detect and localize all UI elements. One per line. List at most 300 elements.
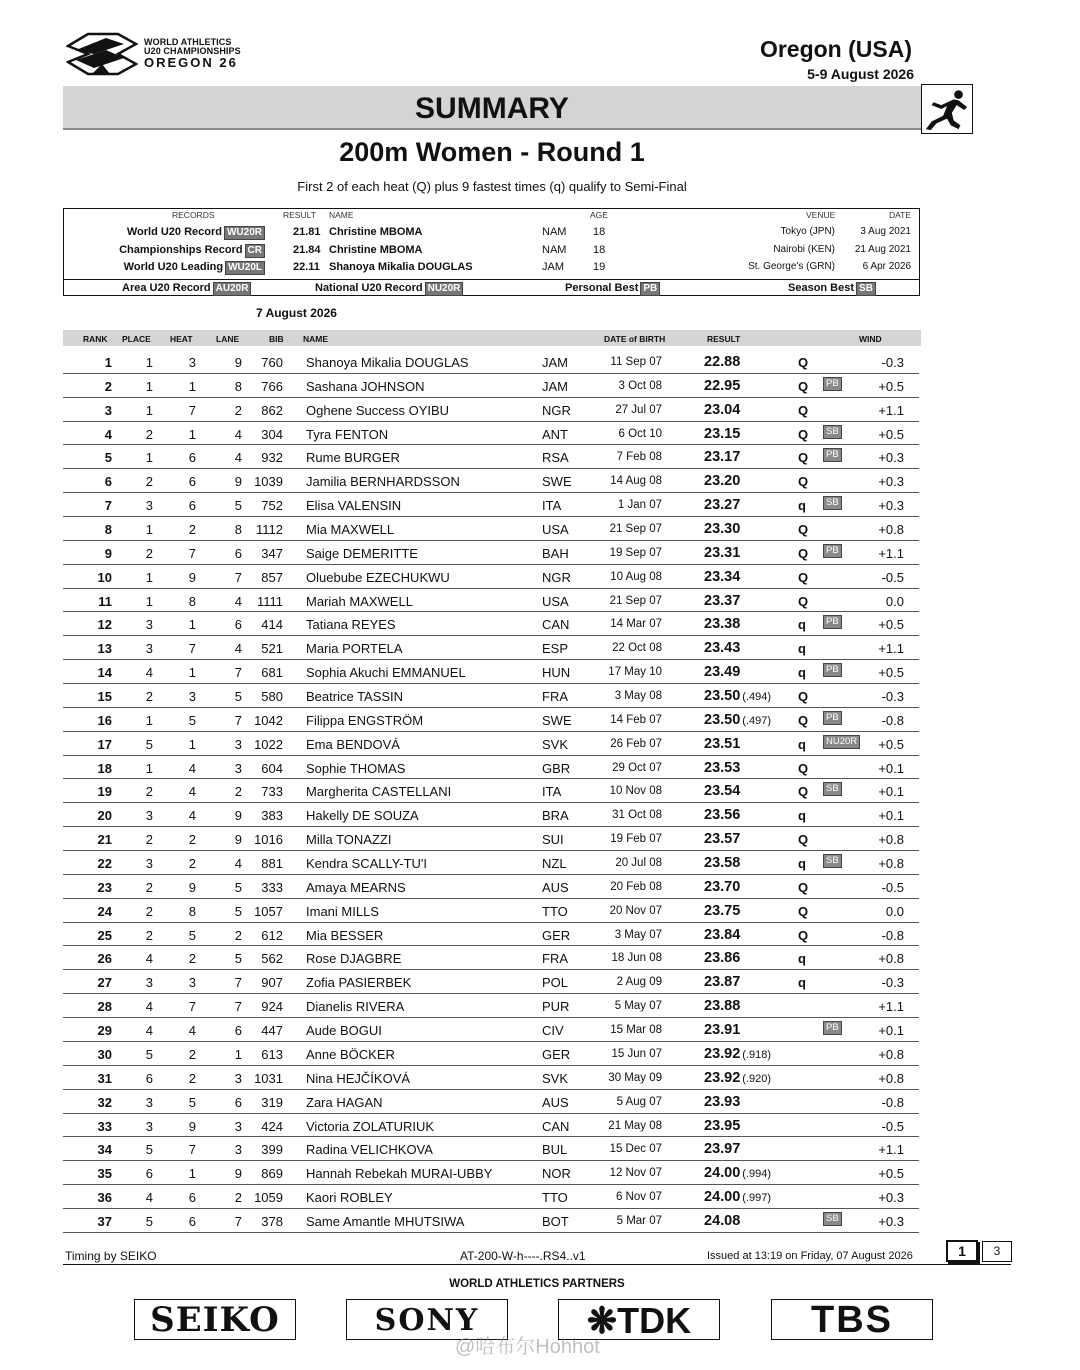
place-cell: 5 [145, 1213, 153, 1229]
lane-cell: 8 [234, 378, 242, 394]
lane-cell: 5 [234, 951, 242, 967]
heat-cell: 8 [188, 903, 196, 919]
athlete-name: Beatrice TASSIN [306, 689, 404, 705]
wind-reading: +0.8 [878, 1070, 904, 1086]
record-age: 19 [593, 261, 606, 273]
athlete-name: Aude BOGUI [306, 1023, 382, 1039]
table-row [63, 493, 919, 517]
lane-cell: 9 [234, 1166, 242, 1182]
rank-cell: 12 [97, 617, 112, 633]
wind-reading: +1.1 [878, 999, 904, 1015]
date-of-birth: 31 Oct 08 [612, 809, 662, 822]
qualification-mark: Q [798, 832, 809, 848]
sprinter-icon [921, 84, 973, 134]
athlete-name: Kaori ROBLEY [306, 1190, 393, 1206]
table-row [63, 827, 919, 851]
bib-cell: 604 [261, 760, 283, 776]
bib-cell: 447 [261, 1023, 283, 1039]
athlete-name: Same Amantle MHUTSIWA [306, 1213, 465, 1229]
athlete-name: Maria PORTELA [306, 641, 403, 657]
date-of-birth: 26 Feb 07 [610, 737, 662, 750]
place-cell: 1 [145, 593, 153, 609]
lane-cell: 9 [234, 355, 242, 370]
bib-cell: 681 [261, 665, 283, 681]
result-time: 23.54 [704, 783, 741, 800]
tie-break-time: (.497) [742, 714, 772, 727]
wind-reading: +0.8 [878, 832, 904, 848]
qualification-mark: q [798, 736, 806, 752]
table-row [63, 445, 919, 469]
rank-cell: 17 [97, 736, 112, 752]
result-time: 23.34 [704, 568, 741, 585]
lane-cell: 5 [234, 879, 242, 895]
nation-code: SWE [542, 712, 572, 728]
athlete-name: Anne BÖCKER [306, 1046, 395, 1062]
athlete-name: Shanoya Mikalia DOUGLAS [306, 355, 469, 370]
nation-code: GER [542, 927, 571, 943]
result-time: 23.93 [704, 1093, 741, 1110]
rank-cell: 27 [97, 975, 112, 991]
results-table [63, 350, 919, 1233]
nation-code: JAM [542, 355, 568, 370]
wind-reading: -0.5 [881, 1118, 904, 1134]
record-name: Shanoya Mikalia DOUGLAS [329, 261, 473, 273]
wind-reading: 0.0 [885, 593, 904, 609]
record-date: 6 Apr 2026 [862, 261, 911, 272]
timing-credit: Timing by SEIKO [65, 1249, 157, 1263]
athlete-name: Margherita CASTELLANI [306, 784, 452, 800]
lane-cell: 6 [234, 1094, 242, 1110]
rank-cell: 21 [97, 832, 112, 848]
rank-cell: 14 [97, 665, 112, 681]
qualification-mark: q [798, 498, 806, 514]
bib-cell: 869 [261, 1166, 283, 1182]
heat-cell: 1 [188, 617, 196, 633]
bib-cell: 333 [261, 879, 283, 895]
table-row [63, 660, 919, 684]
col-lane: LANE [216, 334, 240, 344]
date-of-birth: 20 Feb 08 [610, 880, 662, 893]
bib-cell: 924 [261, 999, 283, 1015]
heat-cell: 4 [188, 760, 196, 776]
issued-timestamp: Issued at 13:19 on Friday, 07 August 2026 [707, 1250, 913, 1262]
result-time: 24.00 (.994) [704, 1165, 772, 1182]
qualification-mark: Q [798, 879, 809, 895]
record-nat: NAM [542, 244, 567, 256]
date-of-birth: 10 Nov 08 [609, 785, 662, 798]
heat-cell: 9 [188, 1118, 196, 1134]
place-cell: 1 [145, 402, 153, 418]
qualification-mark: Q [798, 378, 809, 394]
place-cell: 1 [145, 355, 153, 370]
heat-cell: 7 [188, 545, 196, 561]
lane-cell: 2 [234, 402, 242, 418]
table-row [63, 1042, 919, 1066]
result-time: 23.57 [704, 831, 741, 848]
athlete-name: Rose DJAGBRE [306, 951, 402, 967]
heat-cell: 6 [188, 450, 196, 466]
heat-cell: 1 [188, 736, 196, 752]
result-time: 23.92 (.920) [704, 1069, 772, 1086]
heat-cell: 9 [188, 879, 196, 895]
place-cell: 1 [145, 450, 153, 466]
col-result: RESULT [707, 334, 741, 344]
heat-cell: 1 [188, 665, 196, 681]
result-time: 23.37 [704, 592, 741, 609]
bib-cell: 1057 [254, 903, 283, 919]
date-of-birth: 10 Aug 08 [610, 570, 662, 583]
athlete-name: Sophie THOMAS [306, 760, 406, 776]
result-time: 23.97 [704, 1141, 741, 1158]
place-cell: 2 [145, 927, 153, 943]
result-time: 23.30 [704, 521, 741, 538]
place-cell: 3 [145, 641, 153, 657]
table-row [63, 1066, 919, 1090]
bib-cell: 760 [261, 355, 283, 370]
record-badge: PB [823, 711, 842, 725]
athlete-name: Rume BURGER [306, 450, 400, 466]
result-time: 24.00 (.997) [704, 1189, 772, 1206]
nation-code: ITA [542, 498, 562, 514]
records-box [63, 208, 920, 296]
record-badge: PB [823, 544, 842, 558]
table-row [63, 994, 919, 1018]
date-of-birth: 14 Aug 08 [610, 475, 662, 488]
seiko-logo: SEIKO [134, 1299, 296, 1340]
heat-cell: 7 [188, 1142, 196, 1158]
records-header-records: RECORDS [172, 210, 215, 220]
lane-cell: 3 [234, 1142, 242, 1158]
result-time: 23.04 [704, 401, 741, 418]
qualification-mark: q [798, 617, 806, 633]
heat-cell: 5 [188, 927, 196, 943]
lane-cell: 4 [234, 856, 242, 872]
qualification-mark: q [798, 641, 806, 657]
date-of-birth: 15 Jun 07 [611, 1047, 662, 1060]
record-venue: Tokyo (JPN) [780, 226, 835, 237]
rank-cell: 34 [97, 1142, 112, 1158]
nation-code: NOR [542, 1166, 571, 1182]
date-of-birth: 19 Sep 07 [609, 546, 662, 559]
athlete-name: Imani MILLS [306, 903, 379, 919]
heat-cell: 1 [188, 426, 196, 442]
result-time: 22.88 [704, 354, 741, 370]
summary-title: SUMMARY [63, 86, 921, 130]
place-cell: 3 [145, 617, 153, 633]
lane-cell: 5 [234, 498, 242, 514]
date-of-birth: 3 Oct 08 [618, 379, 662, 392]
rank-cell: 32 [97, 1094, 112, 1110]
col-place: PLACE [122, 334, 151, 344]
date-of-birth: 21 Sep 07 [609, 523, 662, 536]
place-cell: 4 [145, 665, 153, 681]
record-nat: JAM [542, 261, 564, 273]
place-cell: 5 [145, 1142, 153, 1158]
record-badge: SB [823, 425, 842, 439]
athlete-name: Mia BESSER [306, 927, 384, 943]
bib-cell: 881 [261, 856, 283, 872]
table-row [63, 756, 919, 780]
result-time: 23.15 [704, 425, 741, 442]
nation-code: POL [542, 975, 569, 991]
bib-cell: 414 [261, 617, 283, 633]
heat-cell: 5 [188, 712, 196, 728]
place-cell: 2 [145, 545, 153, 561]
result-time: 23.92 (.918) [704, 1045, 772, 1062]
records-header-venue: VENUE [806, 210, 836, 220]
bib-cell: 1042 [254, 712, 283, 728]
table-row [63, 1185, 919, 1209]
lane-cell: 8 [234, 522, 242, 538]
lane-cell: 7 [234, 975, 242, 991]
wind-reading: 0.0 [885, 903, 904, 919]
record-badge: SB [823, 782, 842, 796]
nation-code: NGR [542, 402, 571, 418]
record-date: 21 Aug 2021 [854, 244, 911, 255]
qualification-mark: q [798, 856, 806, 872]
lane-cell: 7 [234, 1213, 242, 1229]
wind-reading: +0.3 [878, 498, 904, 514]
records-legend [64, 279, 919, 296]
place-cell: 3 [145, 1094, 153, 1110]
athlete-name: Filippa ENGSTRÖM [306, 712, 424, 728]
record-label: Championships Record CR [119, 244, 265, 258]
table-row [63, 946, 919, 970]
rank-cell: 2 [104, 378, 112, 394]
nation-code: CIV [542, 1023, 564, 1039]
place-cell: 4 [145, 951, 153, 967]
records-header-result: RESULT [283, 210, 316, 220]
lane-cell: 7 [234, 999, 242, 1015]
bib-cell: 932 [261, 450, 283, 466]
record-badge: PB [823, 663, 842, 677]
record-badge: PB [823, 1021, 842, 1035]
rank-cell: 13 [97, 641, 112, 657]
nation-code: BOT [542, 1213, 569, 1229]
lane-cell: 2 [234, 784, 242, 800]
bib-cell: 1111 [256, 593, 283, 609]
nation-code: HUN [542, 665, 571, 681]
result-time: 23.75 [704, 902, 741, 919]
date-of-birth: 6 Oct 10 [618, 427, 662, 440]
table-row [63, 1161, 919, 1185]
record-badge: SB [823, 854, 842, 868]
rank-cell: 33 [97, 1118, 112, 1134]
place-cell: 2 [145, 474, 153, 490]
race-date: 7 August 2026 [256, 306, 337, 320]
heat-cell: 4 [188, 1023, 196, 1039]
nation-code: FRA [542, 951, 568, 967]
wind-reading: +1.1 [878, 641, 904, 657]
place-cell: 2 [145, 832, 153, 848]
table-row [63, 422, 919, 446]
record-badge: PB [823, 448, 842, 462]
qualification-mark: Q [798, 545, 809, 561]
heat-cell: 3 [188, 975, 196, 991]
nation-code: BRA [542, 808, 569, 824]
tie-break-time: (.920) [742, 1072, 772, 1085]
athlete-name: Mia MAXWELL [306, 522, 395, 538]
record-badge: SB [823, 496, 842, 510]
date-of-birth: 21 Sep 07 [609, 594, 662, 607]
rank-cell: 37 [97, 1213, 112, 1229]
nation-code: AUS [542, 879, 569, 895]
record-name: Christine MBOMA [329, 226, 423, 238]
table-row [63, 589, 919, 613]
athlete-name: Tyra FENTON [306, 426, 389, 442]
nation-code: CAN [542, 617, 570, 633]
qualification-mark: Q [798, 760, 809, 776]
tie-break-time: (.994) [742, 1168, 772, 1181]
record-tag: CR [245, 244, 265, 258]
result-time: 23.95 [704, 1117, 741, 1134]
date-of-birth: 5 Aug 07 [616, 1095, 662, 1108]
place-cell: 1 [145, 760, 153, 776]
record-tag: WU20R [224, 226, 265, 240]
heat-cell: 2 [188, 1070, 196, 1086]
nation-code: BUL [542, 1142, 568, 1158]
rank-cell: 35 [97, 1166, 112, 1182]
rank-cell: 20 [97, 808, 112, 824]
result-time: 23.49 [704, 664, 741, 681]
col-rank: RANK [83, 334, 108, 344]
watermark: @哈布尔Hohhot [455, 1336, 600, 1358]
table-row [63, 875, 919, 899]
wind-reading: +0.8 [878, 856, 904, 872]
col-dob: DATE of BIRTH [604, 334, 666, 344]
rank-cell: 7 [104, 498, 112, 514]
wind-reading: -0.5 [881, 879, 904, 895]
wind-reading: +0.5 [878, 665, 904, 681]
nation-code: GBR [542, 760, 571, 776]
bib-cell: 612 [261, 927, 283, 943]
lane-cell: 3 [234, 1070, 242, 1086]
bib-cell: 766 [261, 378, 283, 394]
lane-cell: 9 [234, 808, 242, 824]
wind-reading: +0.1 [878, 1023, 904, 1039]
table-row [63, 1090, 919, 1114]
rank-cell: 5 [104, 450, 112, 466]
place-cell: 3 [145, 498, 153, 514]
rank-cell: 3 [104, 402, 112, 418]
record-age: 18 [593, 226, 606, 238]
heat-cell: 7 [188, 999, 196, 1015]
place-cell: 2 [145, 426, 153, 442]
date-of-birth: 2 Aug 09 [616, 976, 662, 989]
lane-cell: 4 [234, 641, 242, 657]
bib-cell: 1016 [254, 832, 283, 848]
rank-cell: 4 [104, 426, 112, 442]
bib-cell: 424 [261, 1118, 283, 1134]
partners-title: WORLD ATHLETICS PARTNERS [449, 1278, 625, 1290]
nation-code: AUS [542, 1094, 569, 1110]
table-row [63, 803, 919, 827]
result-time: 23.53 [704, 759, 741, 776]
legend-item: Personal Best PB [565, 282, 660, 296]
athlete-name: Kendra SCALLY-TU'I [306, 856, 427, 872]
nation-code: ANT [542, 426, 568, 442]
heat-cell: 6 [188, 474, 196, 490]
heat-cell: 6 [188, 498, 196, 514]
qualification-mark: Q [798, 474, 809, 490]
qualification-mark: Q [798, 712, 809, 728]
result-time: 23.20 [704, 473, 741, 490]
wind-reading: +1.1 [878, 1142, 904, 1158]
qualification-mark: Q [798, 689, 809, 705]
table-row [63, 565, 919, 589]
result-time: 23.70 [704, 878, 741, 895]
wind-reading: +0.3 [878, 1190, 904, 1206]
record-result: 21.81 [293, 226, 321, 238]
lane-cell: 3 [234, 760, 242, 776]
document-code: AT-200-W-h----.RS4..v1 [460, 1249, 586, 1263]
table-row [63, 636, 919, 660]
nation-code: FRA [542, 689, 568, 705]
result-time: 23.50 (.494) [704, 688, 772, 705]
lane-cell: 6 [234, 1023, 242, 1039]
bib-cell: 378 [261, 1213, 283, 1229]
athlete-name: Milla TONAZZI [306, 832, 392, 848]
rank-cell: 31 [97, 1070, 112, 1086]
bib-cell: 1031 [254, 1070, 283, 1086]
col-bib: BIB [269, 334, 284, 344]
tdk-logo: ❋TDK [558, 1299, 720, 1340]
nation-code: TTO [542, 903, 568, 919]
rank-cell: 26 [97, 951, 112, 967]
bib-cell: 752 [261, 498, 283, 514]
qualification-mark: Q [798, 569, 809, 585]
heat-cell: 2 [188, 832, 196, 848]
result-time: 23.43 [704, 640, 741, 657]
wind-reading: -0.5 [881, 569, 904, 585]
date-of-birth: 20 Jul 08 [615, 857, 662, 870]
heat-cell: 1 [188, 378, 196, 394]
wind-reading: +0.1 [878, 760, 904, 776]
logo-text: WORLD ATHLETICS U20 CHAMPIONSHIPS OREGON 26 [144, 37, 241, 70]
date-of-birth: 1 Jan 07 [617, 499, 662, 512]
rank-cell: 28 [97, 999, 112, 1015]
nation-code: RSA [542, 450, 569, 466]
result-time: 23.91 [704, 1022, 741, 1039]
lane-cell: 5 [234, 689, 242, 705]
legend-item: National U20 Record NU20R [315, 282, 463, 296]
result-time: 23.38 [704, 616, 741, 633]
bib-cell: 1039 [254, 474, 283, 490]
col-heat: HEAT [170, 334, 193, 344]
page-total: 3 [982, 1241, 1012, 1262]
lane-cell: 4 [234, 450, 242, 466]
record-row [64, 224, 919, 241]
date-of-birth: 12 Nov 07 [609, 1167, 662, 1180]
athlete-name: Jamilia BERNHARDSSON [306, 474, 460, 490]
tie-break-time: (.918) [742, 1048, 772, 1061]
athlete-name: Mariah MAXWELL [306, 593, 413, 609]
qualification-mark: q [798, 808, 806, 824]
bib-cell: 319 [261, 1094, 283, 1110]
qualification-rule: First 2 of each heat (Q) plus 9 fastest times (q) qualify to Semi-Final [297, 179, 687, 194]
wind-reading: -0.3 [881, 975, 904, 991]
qualification-mark: Q [798, 903, 809, 919]
athlete-name: Oghene Success OYIBU [306, 402, 450, 418]
legend-item: Season Best SB [788, 282, 876, 296]
athlete-name: Zofia PASIERBEK [306, 975, 412, 991]
lane-cell: 2 [234, 1190, 242, 1206]
athlete-name: Hakelly DE SOUZA [306, 808, 419, 824]
date-of-birth: 5 May 07 [614, 1000, 662, 1013]
place-cell: 4 [145, 999, 153, 1015]
athlete-name: Zara HAGAN [306, 1094, 383, 1110]
wind-reading: +0.5 [878, 617, 904, 633]
